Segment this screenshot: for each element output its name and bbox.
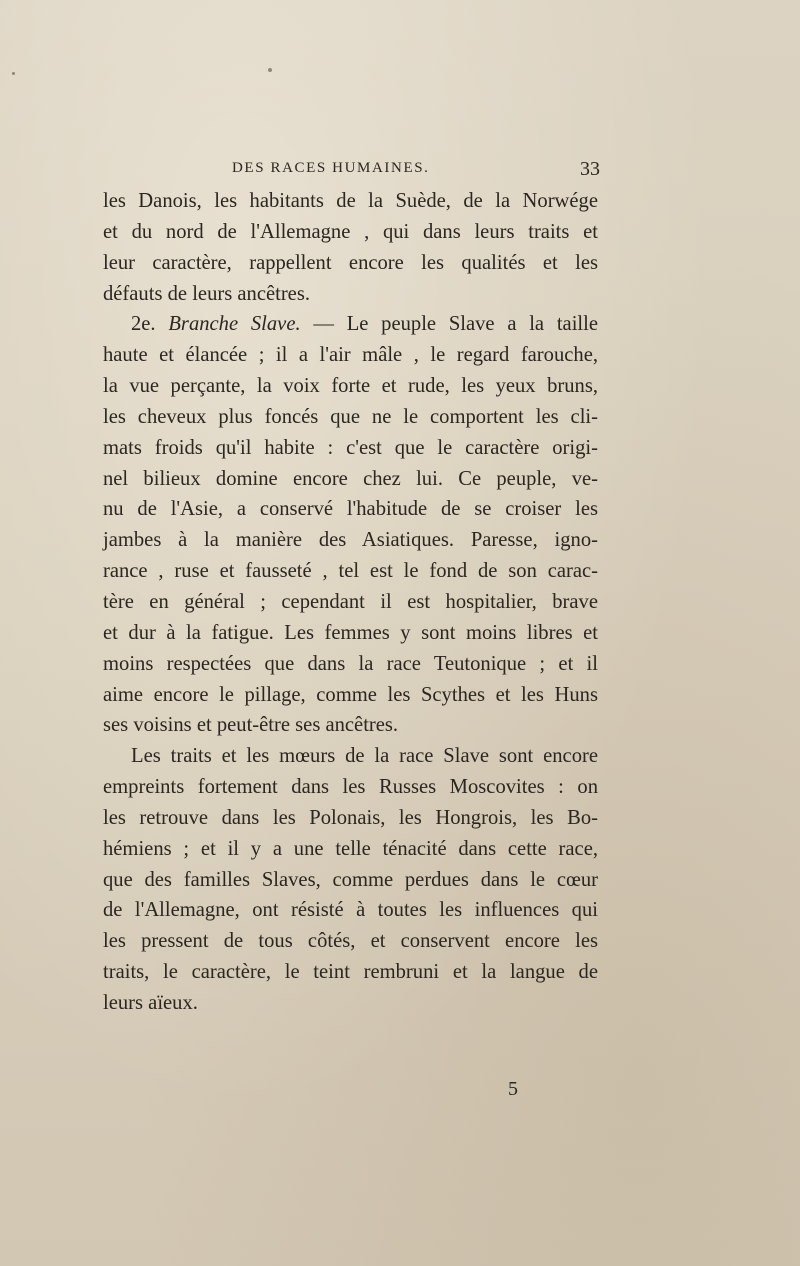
text-line: 2e. Branche Slave. — Le peuple Slave a la taille bbox=[131, 313, 598, 336]
text-line: et du nord de l'Allemagne , qui dans leurs traits et bbox=[103, 220, 598, 243]
text-line: la vue perçante, la voix forte et rude, les yeux bruns, bbox=[103, 375, 598, 398]
text-line: jambes à la manière des Asiatiques. Paresse, igno- bbox=[103, 529, 598, 552]
text-line: et dur à la fatigue. Les femmes y sont moins libres et bbox=[103, 621, 598, 644]
text-line: les cheveux plus foncés que ne le comportent les cli- bbox=[103, 405, 598, 428]
signature-mark: 5 bbox=[508, 1078, 518, 1100]
text-line: que des familles Slaves, comme perdues dans le cœur bbox=[103, 868, 598, 891]
text-line: mats froids qu'il habite : c'est que le caractère origi- bbox=[103, 436, 598, 459]
text-line: de l'Allemagne, ont résisté à toutes les influences qui bbox=[103, 899, 598, 922]
text-line: moins respectées que dans la race Teutonique ; et il bbox=[103, 652, 598, 675]
running-title: DES RACES HUMAINES. bbox=[232, 160, 430, 176]
text-line: défauts de leurs ancêtres. bbox=[103, 282, 310, 305]
text-line: Les traits et les mœurs de la race Slave sont encore bbox=[131, 745, 598, 768]
text-line: traits, le caractère, le teint rembruni et la langue de bbox=[103, 961, 598, 984]
text-line: ses voisins et peut-être ses ancêtres. bbox=[103, 714, 399, 737]
text-line: rance , ruse et fausseté , tel est le fond de son carac- bbox=[103, 560, 598, 583]
body-text bbox=[103, 186, 598, 1019]
text-line: empreints fortement dans les Russes Moscovites : on bbox=[103, 776, 598, 799]
running-head bbox=[100, 158, 600, 184]
text-line: haute et élancée ; il a l'air mâle , le regard farouche, bbox=[103, 344, 598, 367]
text-line: nel bilieux domine encore chez lui. Ce peuple, ve- bbox=[103, 467, 598, 490]
text-line: aime encore le pillage, comme les Scythes et les Huns bbox=[103, 683, 598, 706]
text-line: les pressent de tous côtés, et conservent encore les bbox=[103, 930, 598, 953]
paper-speck bbox=[12, 72, 15, 75]
text-line: leurs aïeux. bbox=[103, 991, 198, 1014]
text-line: les Danois, les habitants de la Suède, de la Norwége bbox=[103, 190, 598, 212]
text-line: nu de l'Asie, a conservé l'habitude de se croiser les bbox=[103, 498, 598, 521]
text-line: les retrouve dans les Polonais, les Hongrois, les Bo- bbox=[103, 806, 598, 829]
page-number: 33 bbox=[580, 158, 600, 180]
paper-speck bbox=[268, 68, 272, 72]
text-line: tère en général ; cependant il est hospitalier, brave bbox=[103, 590, 598, 613]
text-line: leur caractère, rappellent encore les qualités et les bbox=[103, 251, 598, 274]
text-line: hémiens ; et il y a une telle ténacité dans cette race, bbox=[103, 837, 598, 860]
